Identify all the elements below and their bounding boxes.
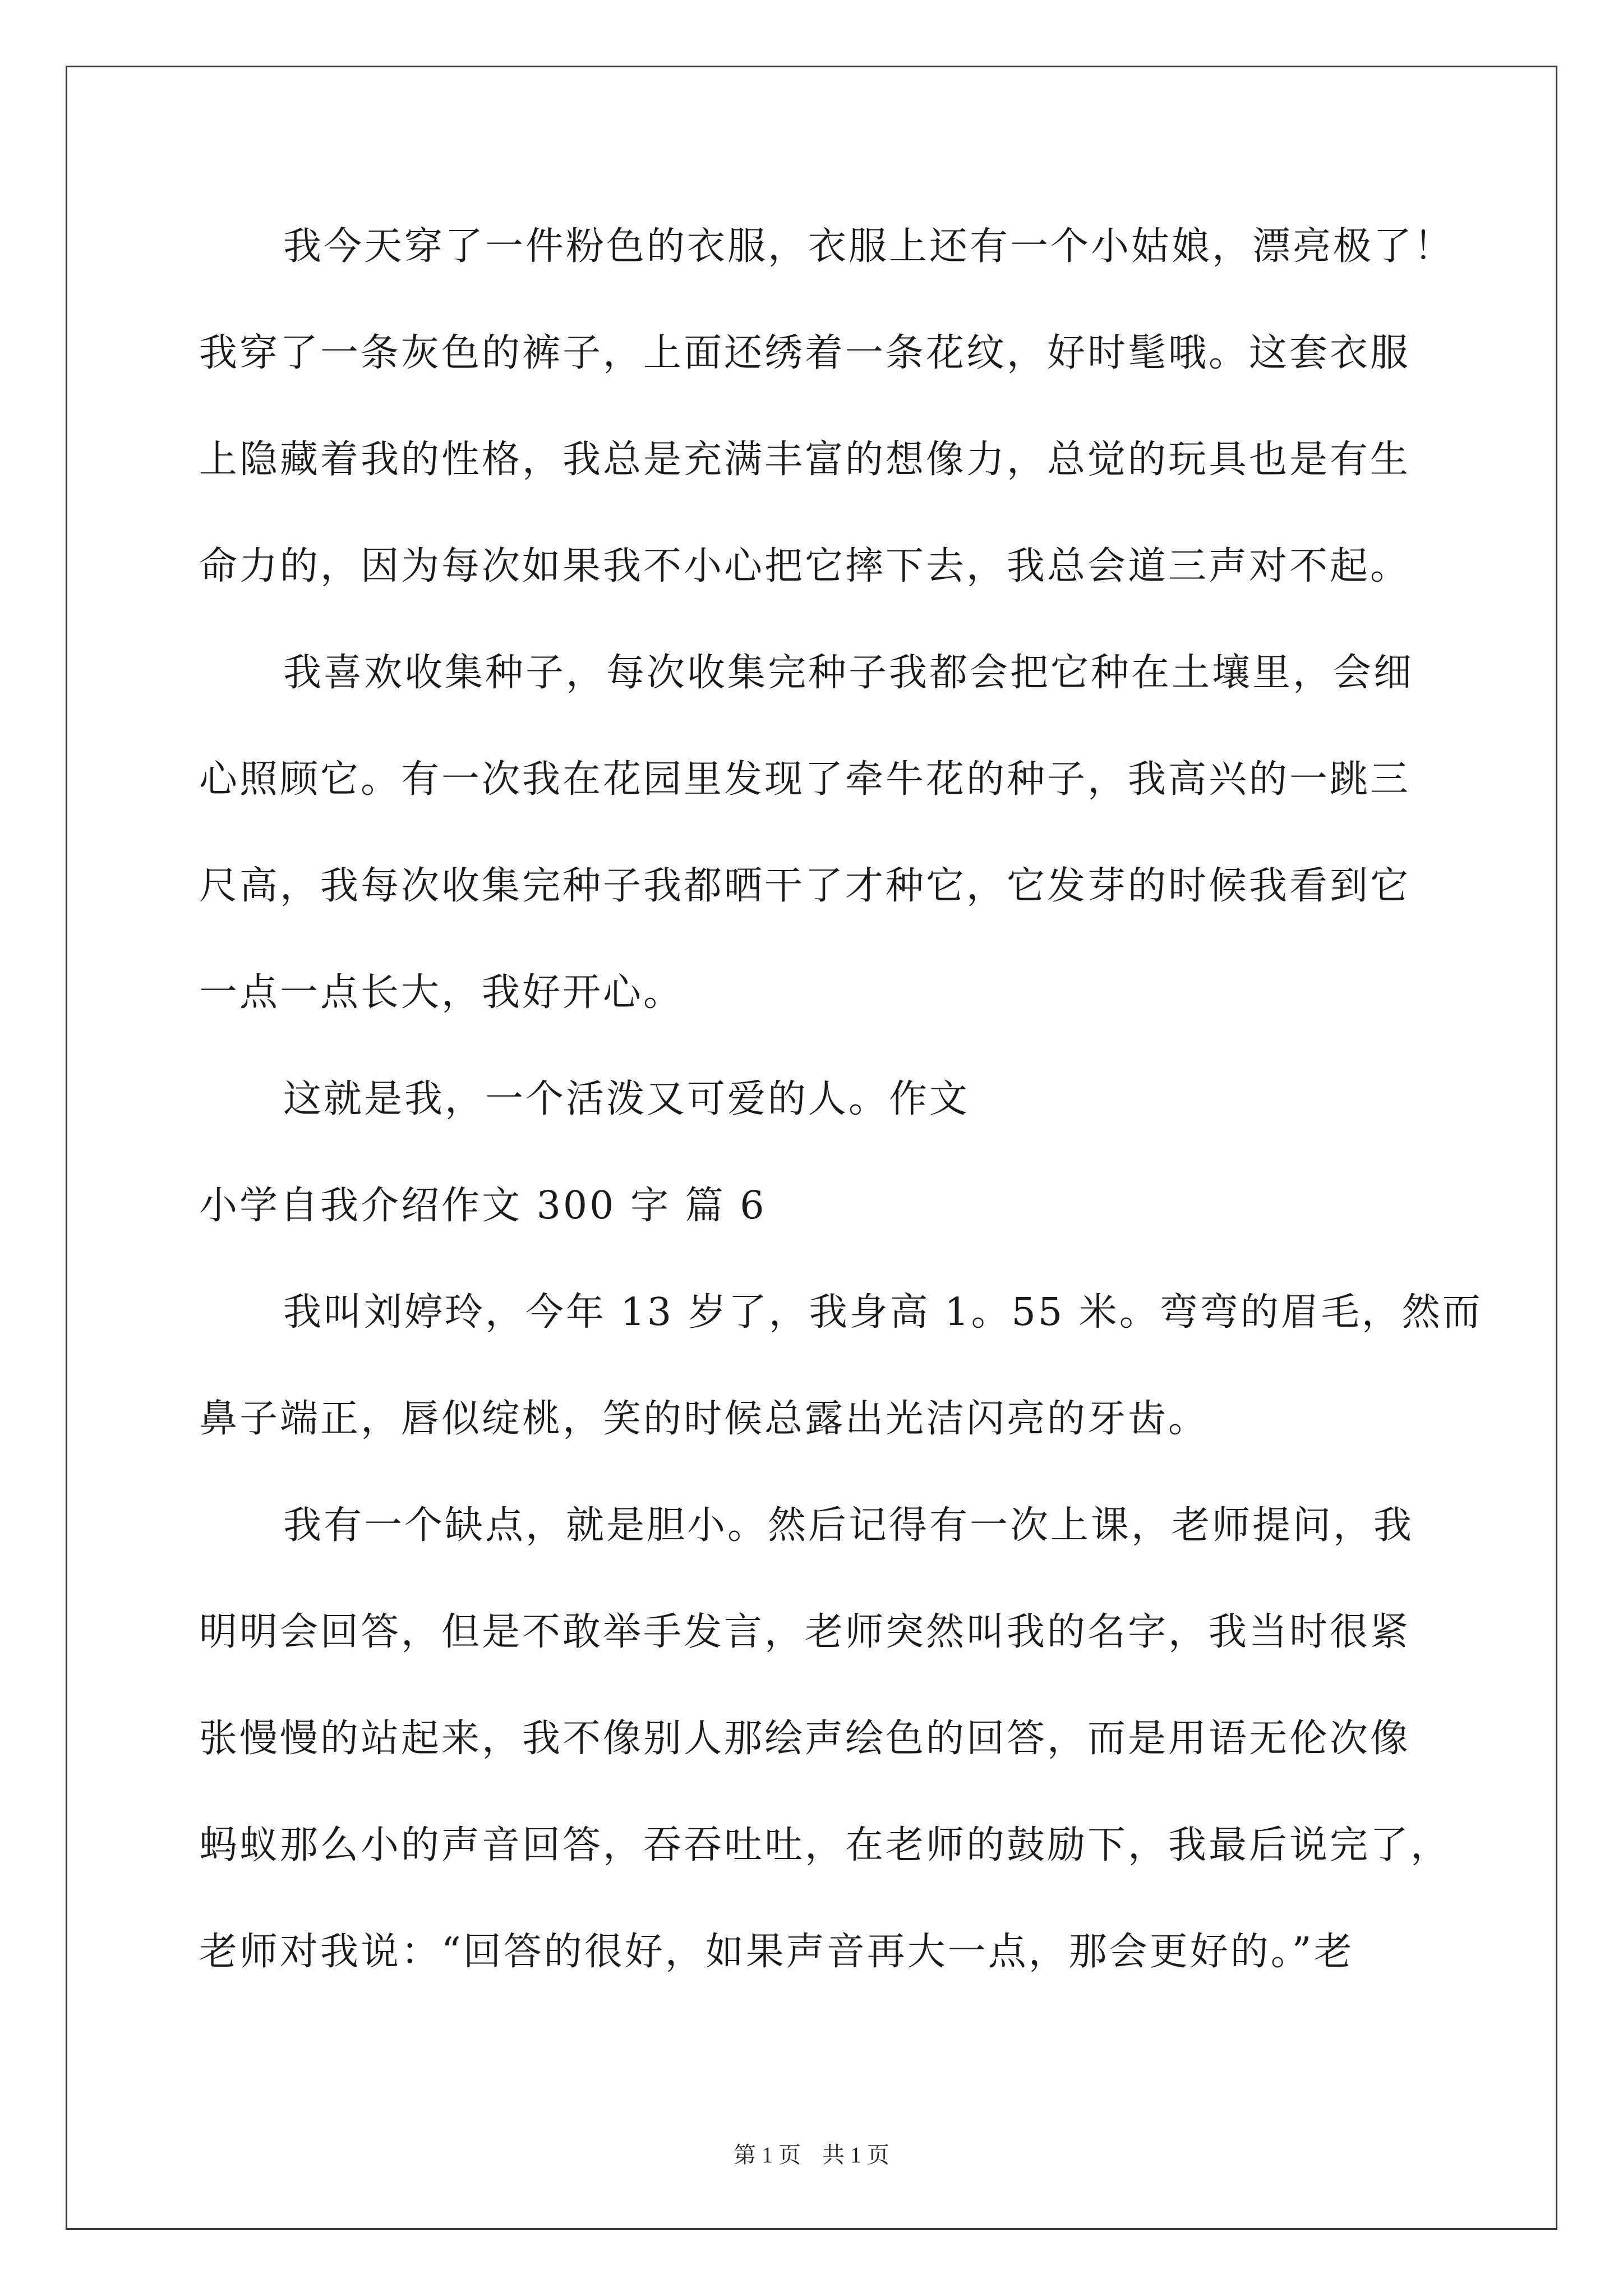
page-border — [66, 66, 1557, 2230]
section-heading: 小学自我介绍作文 300 字 篇 6 — [199, 1184, 767, 1228]
paragraph-line: 张慢慢的站起来，我不像别人那绘声绘色的回答，而是用语无伦次像 — [199, 1717, 1411, 1761]
paragraph-line: 我叫刘婷玲，今年 13 岁了，我身高 1。55 米。弯弯的眉毛，然而 — [283, 1290, 1483, 1335]
page-footer — [0, 2137, 1623, 2169]
paragraph-line: 一点一点长大，我好开心。 — [199, 970, 684, 1015]
paragraph-line: 我喜欢收集种子，每次收集完种子我都会把它种在土壤里，会细 — [283, 651, 1414, 695]
paragraph-line: 心照顾它。有一次我在花园里发现了牵牛花的种子，我高兴的一跳三 — [199, 757, 1411, 802]
paragraph-line: 尺高，我每次收集完种子我都晒干了才种它，它发芽的时候我看到它 — [199, 864, 1411, 908]
paragraph-line: 命力的，因为每次如果我不小心把它摔下去，我总会道三声对不起。 — [199, 544, 1411, 588]
paragraph-line: 我有一个缺点，就是胆小。然后记得有一次上课，老师提问，我 — [283, 1503, 1414, 1548]
paragraph-line: 鼻子端正，唇似绽桃，笑的时候总露出光洁闪亮的牙齿。 — [199, 1397, 1209, 1441]
paragraph-line: 老师对我说：“回答的很好，如果声音再大一点，那会更好的。”老 — [199, 1930, 1354, 1974]
paragraph-line: 我今天穿了一件粉色的衣服，衣服上还有一个小姑娘，漂亮极了！ — [283, 224, 1455, 269]
page-number: 第 1 页 — [734, 2142, 801, 2168]
paragraph-line: 上隐藏着我的性格，我总是充满丰富的想像力，总觉的玩具也是有生 — [199, 438, 1411, 482]
paragraph-line: 这就是我，一个活泼又可爱的人。作文 — [283, 1077, 970, 1121]
paragraph-line: 明明会回答，但是不敢举手发言，老师突然叫我的名字，我当时很紧 — [199, 1610, 1411, 1654]
paragraph-line: 我穿了一条灰色的裤子，上面还绣着一条花纹，好时髦哦。这套衣服 — [199, 331, 1411, 375]
paragraph-line: 蚂蚁那么小的声音回答，吞吞吐吐，在老师的鼓励下，我最后说完了， — [199, 1823, 1451, 1867]
page-total: 共 1 页 — [822, 2142, 889, 2168]
